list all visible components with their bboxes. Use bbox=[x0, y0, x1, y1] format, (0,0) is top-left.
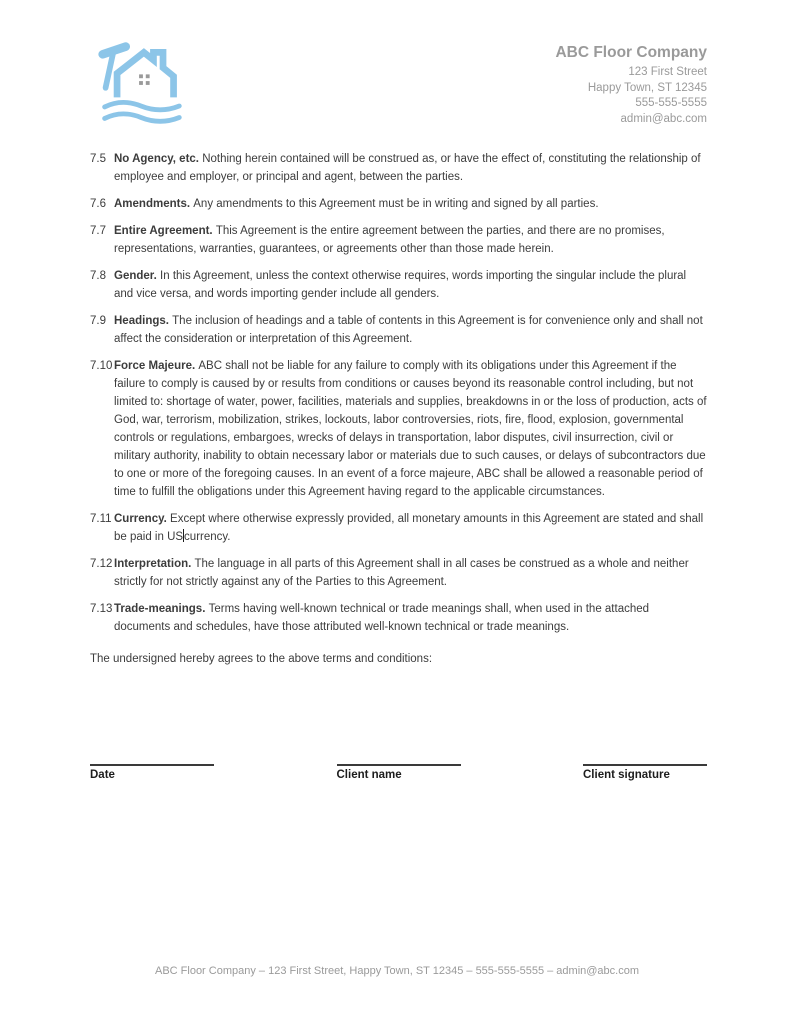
clause-7-6 bbox=[90, 195, 707, 213]
letterhead bbox=[0, 0, 794, 128]
clause-text bbox=[114, 150, 707, 186]
signature-label: Client signature bbox=[583, 769, 670, 781]
clause-7-13 bbox=[90, 600, 707, 636]
clause-text bbox=[114, 555, 707, 591]
clause-7-11 bbox=[90, 510, 707, 546]
clause-body: Any amendments to this Agreement must be in writing and signed by all parties. bbox=[193, 198, 599, 210]
email-address: admin@abc.com bbox=[620, 112, 707, 125]
clause-text bbox=[114, 357, 707, 501]
clause-number: 7.5 bbox=[90, 153, 106, 165]
clause-7-7 bbox=[90, 222, 707, 258]
company-logo-house-hammer-waves-icon bbox=[93, 38, 189, 128]
signature-field-date[interactable] bbox=[90, 764, 214, 781]
letterhead-contact-block bbox=[555, 38, 707, 127]
agreement-body[interactable] bbox=[90, 150, 707, 668]
signature-field-client-name[interactable] bbox=[337, 764, 461, 781]
closing-statement: The undersigned hereby agrees to the above terms and conditions: bbox=[90, 653, 433, 665]
clause-heading: No Agency, etc. bbox=[114, 153, 203, 165]
clause-body: ABC shall not be liable for any failure to comply with its obligations under this Agreement if the failure to comply is caused by or results from conditions or causes beyond its reasonable control including, but not limited to: shortage of water, power, facilities, materials and supplies, breakdowns in or the loss of production, acts of God, war, terrorism, mobilization, strikes, lockouts, labor controversies, riots, fire, flood, explosion, governmental controls or regulations, embargoes, wrecks of delays in transportation, labor disputes, civil insurrection, civil or military authority, inability to obtain necessary labor or materials due to such causes, or delays of subcontractors due to one or more of the foregoing causes. In an event of a force majeure, ABC shall be allowed a reasonable period of time to fulfill the obligations under this Agreement having regard to the applicable circumstances. bbox=[114, 360, 707, 498]
clause-heading: Force Majeure. bbox=[114, 360, 199, 372]
clause-body: In this Agreement, unless the context otherwise requires, words importing the singular include the plural and vice versa, and words importing gender include all genders. bbox=[114, 270, 687, 300]
clause-number: 7.10 bbox=[90, 360, 113, 372]
clause-body: Nothing herein contained will be construed as, or have the effect of, constituting the relationship of employee and employer, or principal and agent, between the parties. bbox=[114, 153, 701, 183]
clause-number: 7.7 bbox=[90, 225, 106, 237]
clause-heading: Headings. bbox=[114, 315, 173, 327]
signature-blank-line[interactable] bbox=[583, 764, 707, 766]
logo-window bbox=[139, 74, 150, 85]
clause-heading: Currency. bbox=[114, 513, 171, 525]
phone-number: 555-555-5555 bbox=[635, 97, 707, 109]
signature-field-client-signature[interactable] bbox=[583, 764, 707, 781]
clause-heading: Amendments. bbox=[114, 198, 194, 210]
clause-number: 7.11 bbox=[90, 513, 112, 525]
address-line-1: 123 First Street bbox=[628, 66, 707, 78]
clause-body: The inclusion of headings and a table of contents in this Agreement is for convenience only and shall not affect the consideration or interpretation of this Agreement. bbox=[114, 315, 703, 345]
clause-7-12 bbox=[90, 555, 707, 591]
clause-body-before-cursor: Except where otherwise expressly provided, all monetary amounts in this Agreement are stated and shall be paid in US bbox=[114, 513, 704, 543]
clause-body: The language in all parts of this Agreement shall in all cases be construed as a whole and neither strictly for not strictly against any of the Parties to this Agreement. bbox=[114, 558, 689, 588]
address-line-2: Happy Town, ST 12345 bbox=[587, 81, 707, 94]
clause-heading: Trade-meanings. bbox=[114, 603, 209, 615]
signature-blank-line[interactable] bbox=[90, 764, 214, 766]
clause-number: 7.6 bbox=[90, 198, 106, 210]
clause-text bbox=[114, 195, 707, 213]
signature-section bbox=[90, 764, 707, 781]
clause-heading: Entire Agreement. bbox=[114, 225, 216, 237]
clause-text bbox=[114, 222, 707, 258]
clause-body: Terms having well-known technical or trade meanings shall, when used in the attached documents and schedules, have those attributed well-known technical or trade meanings. bbox=[114, 603, 650, 633]
clause-heading: Gender. bbox=[114, 270, 161, 282]
clause-body-after-cursor: currency. bbox=[184, 531, 231, 543]
signature-label: Client name bbox=[336, 769, 402, 781]
clause-text bbox=[114, 510, 707, 546]
company-name: ABC Floor Company bbox=[555, 44, 707, 61]
clause-7-10 bbox=[90, 357, 707, 501]
clause-body: This Agreement is the entire agreement between the parties, and there are no promises, representations, warranties, guarantees, or agreements other than those made herein. bbox=[114, 225, 665, 255]
clause-number: 7.9 bbox=[90, 315, 106, 327]
clause-number: 7.13 bbox=[90, 603, 113, 615]
clause-number: 7.12 bbox=[90, 558, 113, 570]
clause-text bbox=[114, 312, 707, 348]
clause-7-9 bbox=[90, 312, 707, 348]
signature-blank-line[interactable] bbox=[337, 764, 461, 766]
clause-text bbox=[114, 600, 707, 636]
clause-text bbox=[114, 267, 707, 303]
clause-number: 7.8 bbox=[90, 270, 106, 282]
page-footer: ABC Floor Company – 123 First Street, Happy Town, ST 12345 – 555-555-5555 – admin@abc.com bbox=[154, 965, 640, 977]
clause-7-8 bbox=[90, 267, 707, 303]
clause-heading: Interpretation. bbox=[114, 558, 195, 570]
signature-label: Date bbox=[90, 769, 115, 781]
clause-7-5 bbox=[90, 150, 707, 186]
